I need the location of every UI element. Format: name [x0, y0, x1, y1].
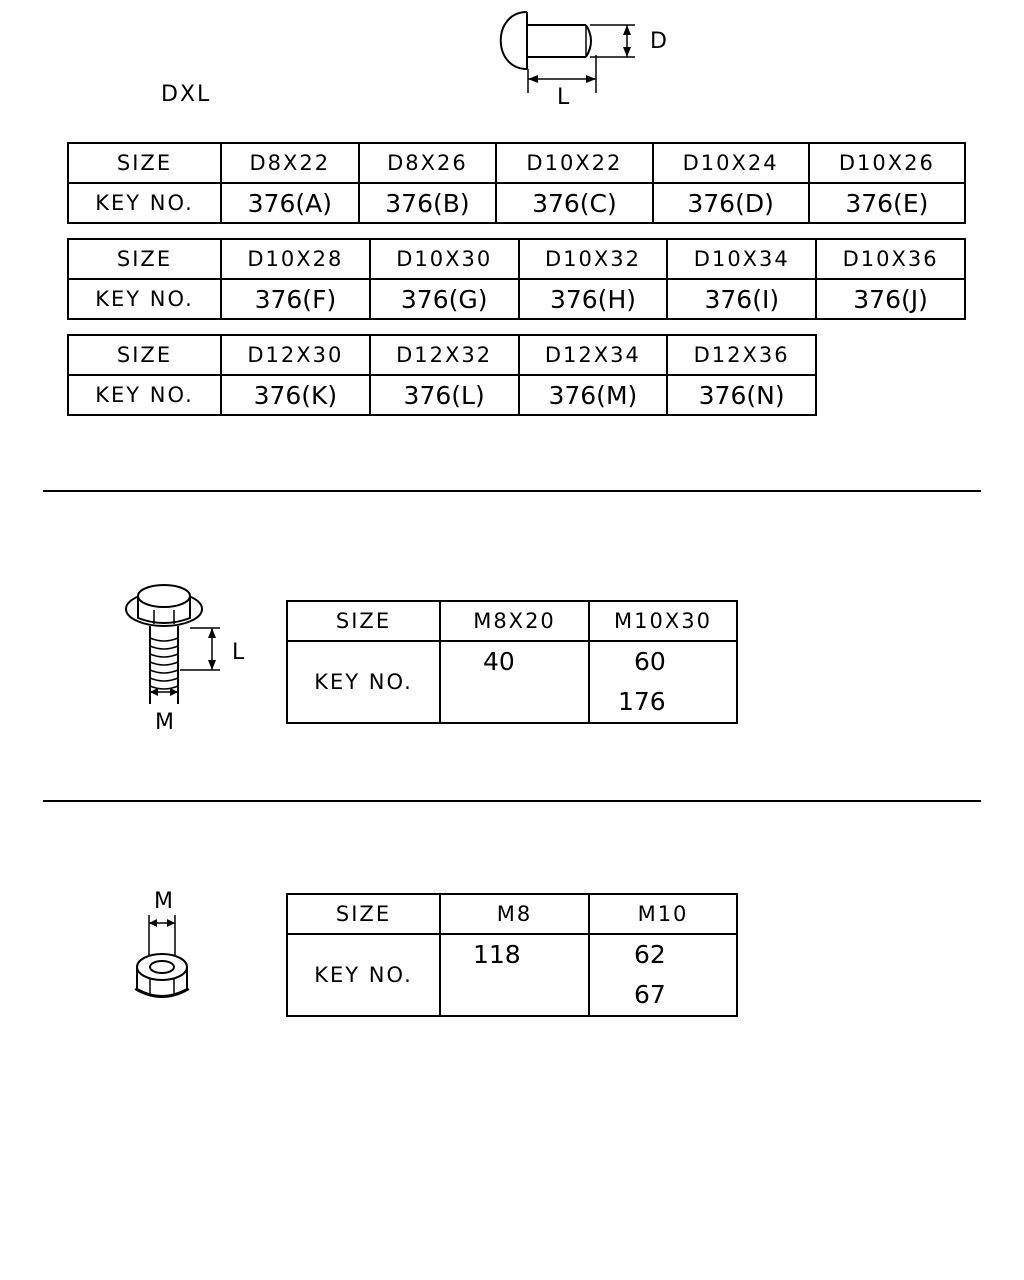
size-cell: D10X30: [370, 239, 519, 279]
size-cell: M10: [589, 894, 737, 934]
key-value: 176: [618, 687, 666, 716]
size-header: SIZE: [68, 239, 221, 279]
size-header: SIZE: [287, 601, 440, 641]
key-no-header: KEY NO.: [287, 641, 440, 723]
size-cell: D12X32: [370, 335, 519, 375]
size-cell: D8X26: [359, 143, 497, 183]
size-header: SIZE: [68, 143, 221, 183]
key-cell: 376(I): [667, 279, 816, 319]
dim-label-d: D: [650, 29, 669, 54]
size-cell: D10X24: [653, 143, 809, 183]
divider-1: [43, 490, 981, 492]
size-cell: D10X34: [667, 239, 816, 279]
key-value: 60: [634, 647, 666, 676]
key-no-header: KEY NO.: [287, 934, 440, 1016]
size-cell: D12X36: [667, 335, 816, 375]
size-table-1: [67, 142, 966, 224]
size-header: SIZE: [287, 894, 440, 934]
size-table-3: [67, 334, 817, 416]
size-cell: D12X34: [519, 335, 668, 375]
key-cell: 376(K): [221, 375, 370, 415]
key-cell: 376(B): [359, 183, 497, 223]
size-header: SIZE: [68, 335, 221, 375]
key-cell: 376(A): [221, 183, 359, 223]
key-cell: [440, 934, 589, 1016]
size-cell: D10X26: [809, 143, 965, 183]
size-cell: M8X20: [440, 601, 589, 641]
key-cell: 376(D): [653, 183, 809, 223]
key-cell: 376(J): [816, 279, 965, 319]
dim-label-m: M: [155, 710, 176, 735]
divider-2: [43, 800, 981, 802]
size-cell: D10X32: [519, 239, 668, 279]
bolt-size-table: [286, 600, 738, 724]
key-no-header: KEY NO.: [68, 183, 221, 223]
key-cell: [589, 641, 737, 723]
key-cell: 376(E): [809, 183, 965, 223]
key-cell: 376(M): [519, 375, 668, 415]
key-cell: 376(C): [496, 183, 652, 223]
key-cell: 376(G): [370, 279, 519, 319]
pin-icon: [490, 5, 690, 110]
key-value: 62: [634, 940, 666, 969]
key-value: 67: [634, 980, 666, 1009]
size-cell: D10X22: [496, 143, 652, 183]
size-cell: D12X30: [221, 335, 370, 375]
nut-icon: [125, 905, 205, 1005]
dim-label-l: L: [232, 640, 247, 665]
key-cell: 376(N): [667, 375, 816, 415]
key-cell: [589, 934, 737, 1016]
key-cell: 376(F): [221, 279, 370, 319]
key-value: 40: [483, 647, 515, 676]
size-cell: M8: [440, 894, 589, 934]
dim-label-m: M: [154, 889, 175, 914]
size-cell: M10X30: [589, 601, 737, 641]
key-no-header: KEY NO.: [68, 375, 221, 415]
key-no-header: KEY NO.: [68, 279, 221, 319]
section-label-dxl: DXL: [161, 82, 212, 107]
dim-label-l: L: [557, 85, 572, 110]
key-value: 118: [473, 940, 521, 969]
size-cell: D8X22: [221, 143, 359, 183]
key-cell: 376(H): [519, 279, 668, 319]
size-cell: D10X36: [816, 239, 965, 279]
key-cell: 376(L): [370, 375, 519, 415]
key-cell: [440, 641, 589, 723]
size-cell: D10X28: [221, 239, 370, 279]
size-table-2: [67, 238, 966, 320]
nut-size-table: [286, 893, 738, 1017]
